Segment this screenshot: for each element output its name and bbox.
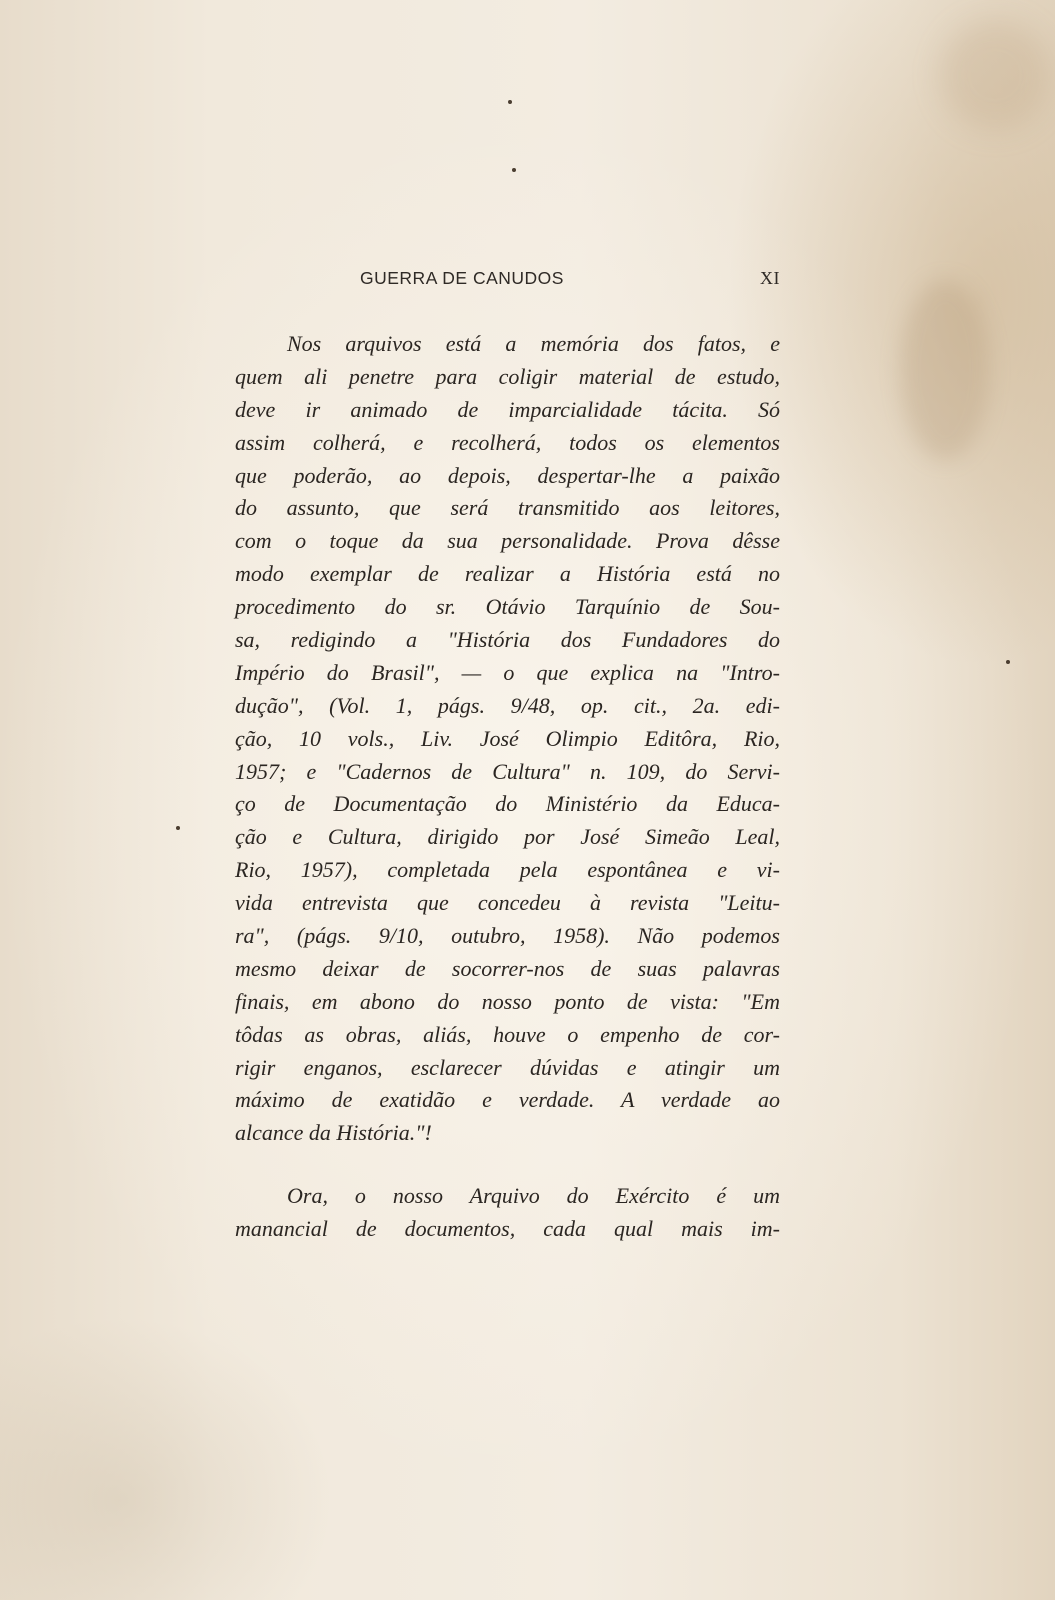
text-line: rigir enganos, esclarecer dúvidas e atingir um (235, 1054, 780, 1080)
text-line: 1957; e "Cadernos de Cultura" n. 109, do Servi- (235, 758, 780, 784)
paper-speck (1006, 660, 1010, 664)
text-line: vida entrevista que concedeu à revista "Leitu- (235, 890, 780, 916)
paper-speck (512, 168, 516, 172)
text-line: ra", (págs. 9/10, outubro, 1958). Não podemos (235, 923, 780, 949)
text-line: modo exemplar de realizar a História está no (235, 561, 780, 587)
text-line: ção, 10 vols., Liv. José Olimpio Editôra, Rio, (235, 725, 780, 751)
text-line: procedimento do sr. Otávio Tarquínio de Sou- (235, 594, 780, 620)
body-text (235, 328, 780, 1246)
paper-speck (508, 100, 512, 104)
text-line: ço de Documentação do Ministério da Educa- (235, 791, 780, 817)
text-line: sa, redigindo a "História dos Fundadores do (235, 627, 780, 653)
text-line: Império do Brasil", — o que explica na "Intro- (235, 659, 780, 685)
text-line: mesmo deixar de socorrer-nos de suas palavras (235, 955, 780, 981)
text-line: Nos arquivos está a memória dos fatos, e (287, 331, 780, 356)
text-line: alcance da História."! (235, 1120, 432, 1146)
paper-stain (900, 280, 990, 460)
text-line: ção e Cultura, dirigido por José Simeão Leal, (235, 824, 780, 850)
paper-stain (940, 20, 1050, 130)
text-line: dução", (Vol. 1, págs. 9/48, op. cit., 2a. edi- (235, 692, 780, 718)
running-head (360, 268, 780, 292)
text-line: Ora, o nosso Arquivo do Exército é um (287, 1183, 780, 1209)
text-line: do assunto, que será transmitido aos leitores, (235, 495, 780, 521)
text-line: tôdas as obras, aliás, houve o empenho de cor- (235, 1021, 780, 1047)
text-line: Rio, 1957), completada pela espontânea e vi- (235, 857, 780, 883)
text-line: manancial de documentos, cada qual mais im- (235, 1216, 780, 1242)
paper-speck (176, 826, 180, 830)
page-number: XI (760, 268, 780, 288)
text-line: máximo de exatidão e verdade. A verdade ao (235, 1087, 780, 1113)
paragraph-1 (235, 328, 780, 1150)
text-line: com o toque da sua personalidade. Prova dêsse (235, 528, 780, 554)
paragraph-gap (235, 1150, 780, 1180)
text-line: quem ali penetre para coligir material de estudo, (235, 363, 780, 389)
text-line: que poderão, ao depois, despertar-lhe a paixão (235, 462, 780, 488)
text-line: assim colherá, e recolherá, todos os elementos (235, 429, 780, 455)
running-head-title: GUERRA DE CANUDOS (360, 268, 564, 288)
paragraph-2 (235, 1180, 780, 1246)
text-line: finais, em abono do nosso ponto de vista: "Em (235, 988, 780, 1014)
text-line: deve ir animado de imparcialidade tácita. Só (235, 396, 780, 422)
